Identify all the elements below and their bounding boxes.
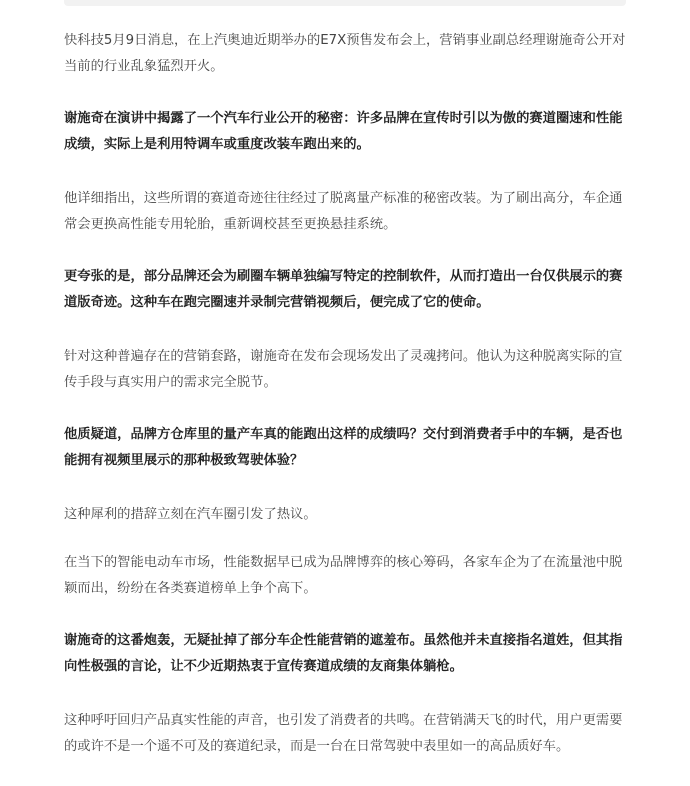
paragraph-1: 快科技5月9日消息，在上汽奥迪近期举办的E7X预售发布会上，营销事业副总经理谢施奇公开对当前的行业乱象猛烈开火。 (64, 33, 626, 74)
paragraph-4: 更夸张的是，部分品牌还会为刷圈车辆单独编写特定的控制软件，从而打造出一台仅供展示的赛道版奇迹。这种车在跑完圈速并录制完营销视频后，便完成了它的使命。 (64, 269, 623, 310)
paragraph-6: 他质疑道，品牌方仓库里的量产车真的能跑出这样的成绩吗？交付到消费者手中的车辆，是否也能拥有视频里展示的那种极致驾驶体验？ (64, 427, 623, 468)
paragraph-7: 这种犀利的措辞立刻在汽车圈引发了热议。 (64, 507, 317, 522)
article-body (64, 28, 630, 786)
top-content-edge (64, 0, 626, 6)
paragraph-5: 针对这种普遍存在的营销套路，谢施奇在发布会现场发出了灵魂拷问。他认为这种脱离实际的宣传手段与真实用户的需求完全脱节。 (64, 349, 623, 390)
paragraph-3: 他详细指出，这些所谓的赛道奇迹往往经过了脱离量产标准的秘密改装。为了刷出高分，车企通常会更换高性能专用轮胎，重新调校甚至更换悬挂系统。 (64, 191, 623, 232)
paragraph-2: 谢施奇在演讲中揭露了一个汽车行业公开的秘密：许多品牌在宣传时引以为傲的赛道圈速和性能成绩，实际上是利用特调车或重度改装车跑出来的。 (64, 111, 623, 152)
paragraph-8: 在当下的智能电动车市场，性能数据早已成为品牌博弈的核心筹码，各家车企为了在流量池中脱颖而出，纷纷在各类赛道榜单上争个高下。 (64, 555, 623, 596)
paragraph-9: 谢施奇的这番炮轰，无疑扯掉了部分车企性能营销的遮羞布。虽然他并未直接指名道姓，但其指向性极强的言论，让不少近期热衷于宣传赛道成绩的友商集体躺枪。 (64, 633, 623, 674)
paragraph-10: 这种呼吁回归产品真实性能的声音，也引发了消费者的共鸣。在营销满天飞的时代，用户更需要的或许不是一个遥不可及的赛道纪录，而是一台在日常驾驶中表里如一的高品质好车。 (64, 713, 623, 754)
